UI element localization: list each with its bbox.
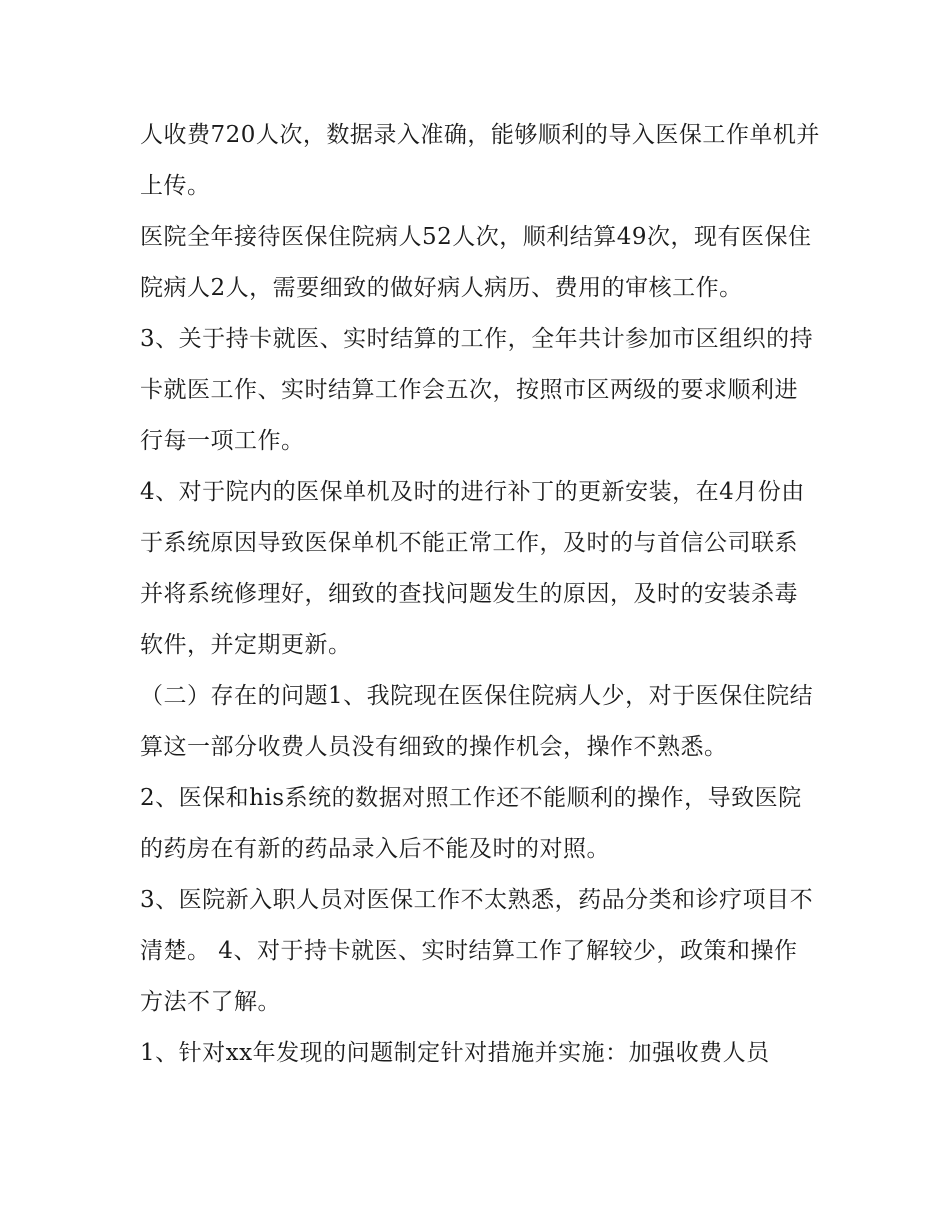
paragraph-6: 2、医保和his系统的数据对照工作还不能顺利的操作，导致医院的药房在有新的药品录入后不能及时的对照。 bbox=[140, 785, 802, 862]
paragraph-2: 医院全年接待医保住院病人52人次，顺利结算49次，现有医保住院病人2人，需要细致的做好病人病历、费用的审核工作。 bbox=[140, 224, 812, 301]
paragraph-7: 3、医院新入职人员对医保工作不太熟悉，药品分类和诊疗项目不清楚。 4、对于持卡就医、实时结算工作了解较少，政策和操作方法不了解。 bbox=[140, 887, 814, 1015]
document-body bbox=[140, 110, 820, 1079]
paragraph-3: 3、关于持卡就医、实时结算的工作，全年共计参加市区组织的持卡就医工作、实时结算工作会五次，按照市区两级的要求顺利进行每一项工作。 bbox=[140, 326, 814, 454]
paragraph-5: （二）存在的问题1、我院现在医保住院病人少，对于医保住院结算这一部分收费人员没有细致的操作机会，操作不熟悉。 bbox=[140, 683, 814, 760]
paragraph-8: 1、针对xx年发现的问题制定针对措施并实施：加强收费人员 bbox=[140, 1040, 770, 1066]
paragraph-4: 4、对于院内的医保单机及时的进行补丁的更新安装，在4月份由于系统原因导致医保单机不能正常工作，及时的与首信公司联系并将系统修理好，细致的查找问题发生的原因，及时的安装杀毒软件，并定期更新。 bbox=[140, 479, 805, 658]
paragraph-1: 人收费720人次，数据录入准确，能够顺利的导入医保工作单机并上传。 bbox=[140, 122, 820, 199]
